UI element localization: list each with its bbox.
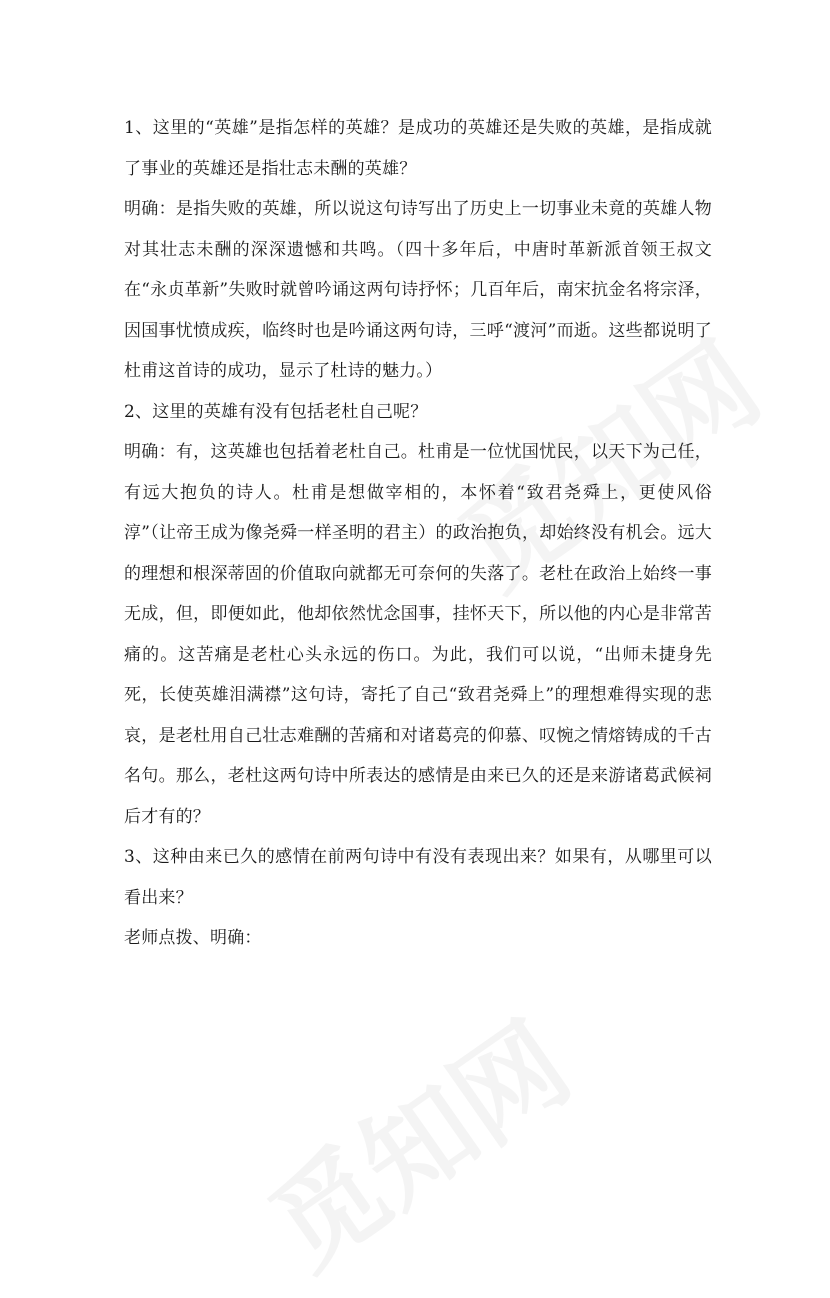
question-2: 2、这里的英雄有没有包括老杜自己呢？ — [124, 401, 428, 422]
answer-2: 明确：有，这英雄也包括着老杜自己。杜甫是一位忧国忧民，以天下为己任，有远大抱负的诗人。杜甫是想做宰相的，本怀着“致君尧舜上，更使风俗淳”（让帝王成为像尧舜一样圣明的君主）的政治抱负，却始终没有机会。远大的理想和根深蒂固的价值取向就都无可奈何的失落了。老杜在政治上始终一事无成，但，即便如此，他却依然忧念国事，挂怀天下，所以他的内心是非常苦痛的。这苦痛是老杜心头永远的伤口。为此，我们可以说，“出师未捷身先死，长使英雄泪满襟”这句诗，寄托了自己“致君尧舜上”的理想难得实现的悲哀，是老杜用自己壮志难酬的苦痛和对诸葛亮的仰慕、叹惋之情熔铸成的千古名句。那么，老杜这两句诗中所表达的感情是由来已久的还是来游诸葛武候祠后才有的？ — [124, 442, 712, 827]
teacher-note: 老师点拨、明确： — [124, 928, 262, 948]
watermark — [235, 980, 596, 1298]
answer-1: 明确：是指失败的英雄，所以说这句诗写出了历史上一切事业未竟的英雄人物对其壮志未酬的深深遗憾和共鸣。（四十多年后，中唐时革新派首领王叔文在“永贞革新”失败时就曾吟诵这两句诗抒怀；几百年后，南宋抗金名将宗泽，因国事忧愤成疾，临终时也是吟诵这两句诗，三呼“渡河”而逝。这些都说明了杜甫这首诗的成功，显示了杜诗的魅力。） — [124, 199, 712, 381]
question-1: 1、这里的“英雄”是指怎样的英雄？是成功的英雄还是失败的英雄，是指成就了事业的英雄还是指壮志未酬的英雄？ — [124, 118, 712, 179]
document-body — [124, 108, 712, 959]
question-3: 3、这种由来已久的感情在前两句诗中有没有表现出来？如果有，从哪里可以看出来？ — [124, 847, 712, 908]
